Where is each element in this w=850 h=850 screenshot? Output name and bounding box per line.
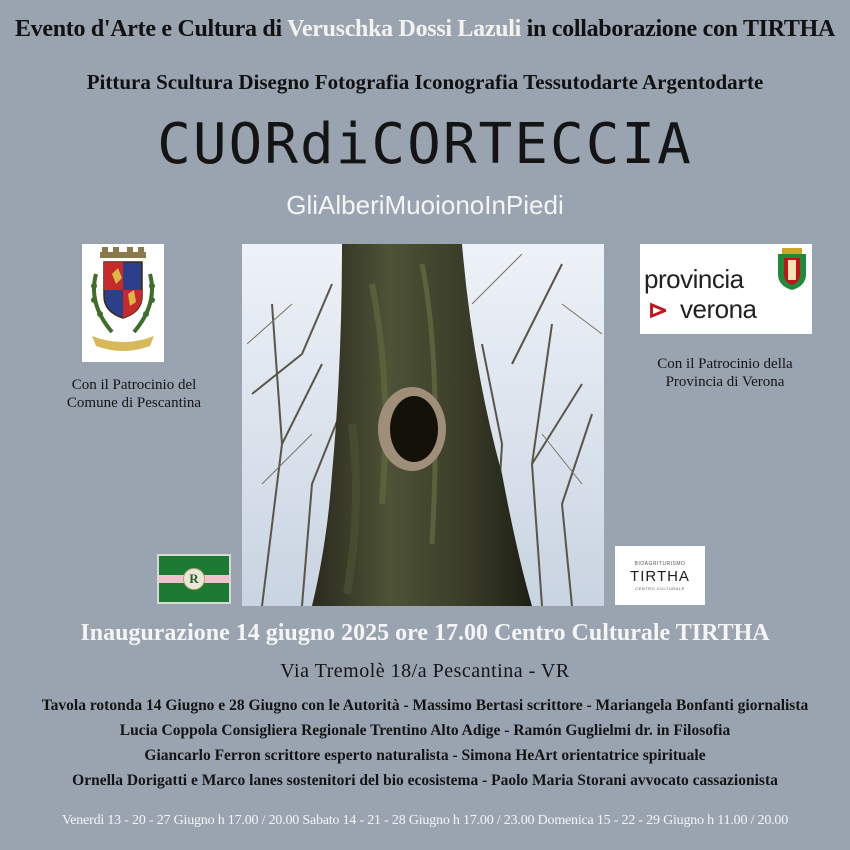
- verona-word: verona: [680, 294, 757, 324]
- provincia-verona-logo: [640, 244, 812, 334]
- provincia-symbol-icon: ⊳: [648, 297, 669, 324]
- guest-line: Lucia Coppola Consigliera Regionale Trentino Alto Adige - Ramón Guglielmi dr. in Filosofia: [119, 722, 731, 739]
- patronage-comune-pescantina: [34, 376, 234, 412]
- patronage-line: Comune di Pescantina: [66, 395, 202, 411]
- tirtha-logo: [615, 546, 705, 605]
- patronage-line: Con il Patrocinio del: [71, 377, 197, 393]
- artist-name: Veruschka Dossi Lazuli: [287, 16, 521, 42]
- opening-hours: Venerdì 13 - 20 - 27 Giugno h 17.00 / 20.00 Sabato 14 - 21 - 28 Giugno h 17.00 / 23.00 Domenica 15 - 22 - 29 Giugno h 11.00 / 20.00: [61, 813, 789, 828]
- patronage-line: Con il Patrocinio della: [657, 356, 793, 372]
- pescantina-crest-icon: [82, 244, 164, 362]
- guest-line: Tavola rotonda 14 Giugno e 28 Giugno con le Autorità - Massimo Bertasi scrittore - Mariangela Bonfanti giornalista: [41, 697, 809, 714]
- provincia-word: provincia: [644, 264, 744, 294]
- tirtha-subtitle: CENTRO CULTURALE: [635, 586, 685, 591]
- tree-trunk-photo: [242, 244, 604, 606]
- address-line: Via Tremolè 18/a Pescantina - VR: [280, 660, 570, 682]
- tirtha-name: TIRTHA: [630, 568, 690, 585]
- disciplines-line: Pittura Scultura Disegno Fotografia Iconografia Tessutodarte Argentodarte: [86, 70, 764, 94]
- header-prefix: Evento d'Arte e Cultura di: [14, 16, 288, 42]
- guest-line: Giancarlo Ferron scrittore esperto naturalista - Simona HeArt orientatrice spirituale: [144, 747, 706, 764]
- r-logo-letter: R: [183, 568, 205, 590]
- patronage-line: Provincia di Verona: [665, 374, 785, 390]
- event-subtitle: GliAlberiMuoionoInPiedi: [286, 190, 564, 220]
- tirtha-tagline: BIOAGRITURISMO: [634, 561, 686, 567]
- r-monogram-logo: [157, 554, 231, 604]
- event-header-line: [0, 16, 850, 43]
- patronage-provincia-verona: [618, 355, 832, 391]
- guest-line: Ornella Dorigatti e Marco lanes sostenitori del bio ecosistema - Paolo Maria Storani avvocato cassazionista: [72, 772, 778, 789]
- inauguration-line: Inaugurazione 14 giugno 2025 ore 17.00 Centro Culturale TIRTHA: [80, 620, 770, 646]
- event-title: CUORdiCORTECCIA: [157, 112, 693, 177]
- header-suffix: in collaborazione con TIRTHA: [520, 16, 836, 42]
- provincia-verona-crest-icon: [776, 248, 808, 290]
